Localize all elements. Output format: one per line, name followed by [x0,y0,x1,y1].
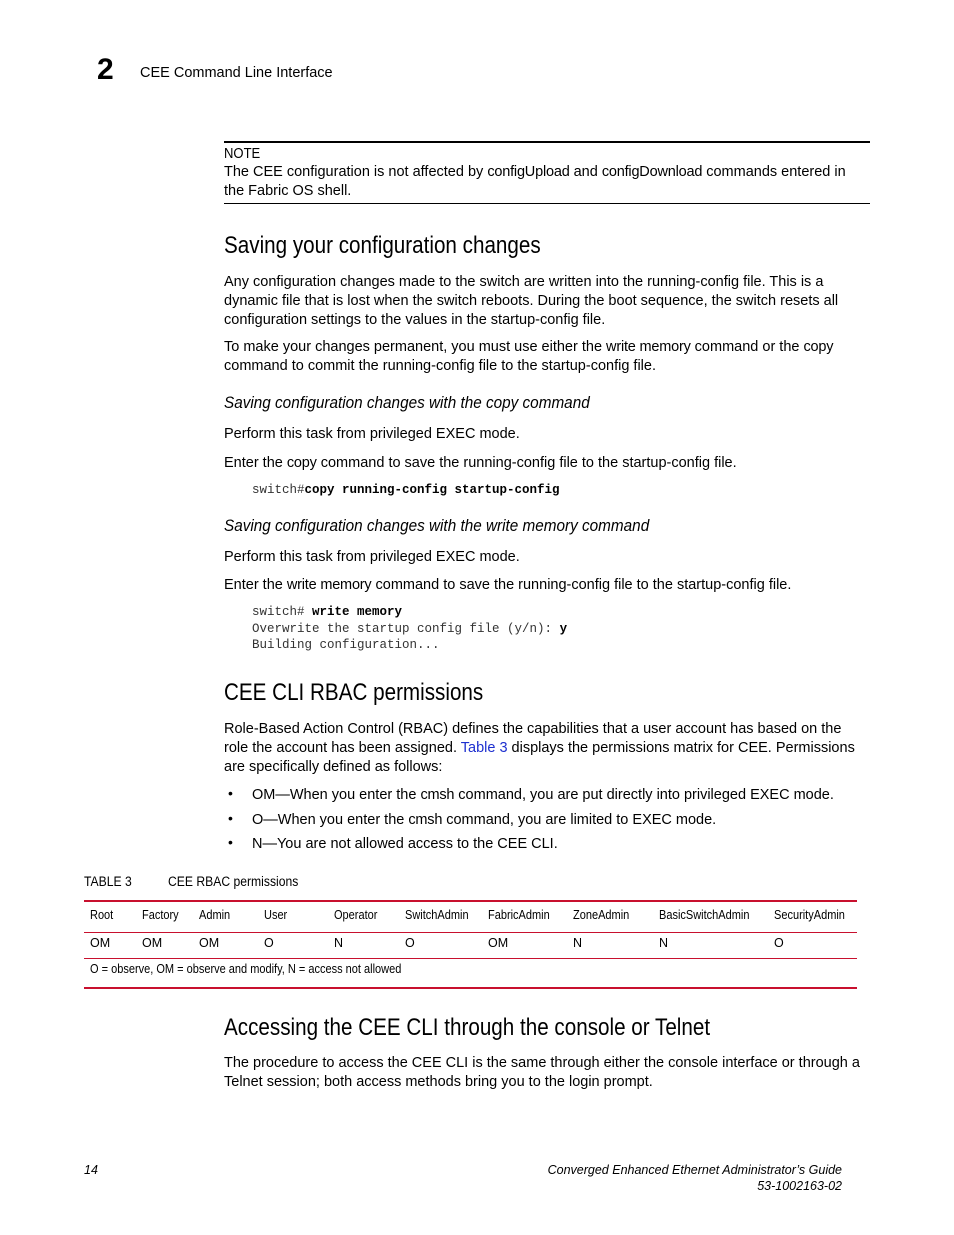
chapter-number: 2 [97,53,114,86]
bullet-item-om [252,786,834,805]
note-text-part: The CEE configuration is not affected by [224,164,488,180]
section-heading-rbac: CEE CLI RBAC permissions [224,679,484,706]
inline-command: copy [803,339,834,355]
code-block-copy [252,482,560,499]
table-header-cell: SwitchAdmin [405,908,469,922]
section-heading-console: Accessing the CEE CLI through the console or Telnet [224,1014,711,1041]
table-header-cell: Admin [199,908,231,922]
write-memory-paragraph-1: Perform this task from privileged EXEC mode. [224,549,520,565]
page-number: 14 [84,1163,98,1177]
text-part: O—When you enter the [252,812,409,828]
note-command: configUpload [487,164,570,180]
inline-command: copy [286,455,317,471]
subheading-write-memory: Saving configuration changes with the write memory command [224,516,650,535]
table-cell: O [264,936,274,950]
table-cell: OM [199,936,220,950]
table-header-cell: Factory [142,908,179,922]
code-prompt: switch# [252,483,305,497]
footer-info [548,1162,842,1194]
note-text [224,163,864,201]
table-header-cell: User [264,908,288,922]
code-answer: y [559,621,568,636]
rbac-table [84,900,857,989]
table-header-cell: BasicSwitchAdmin [659,908,750,922]
console-paragraph: The procedure to access the CEE CLI is the same through either the console interface or through a Telnet session; both access methods bring you to the login prompt. [224,1055,860,1090]
write-memory-paragraph-2 [224,576,864,595]
bullet-item-n: N—You are not allowed access to the CEE CLI. [252,836,558,852]
saving-paragraph-1: Any configuration changes made to the switch are written into the running-config file. This is a dynamic file that is lost when the switch reboots. During the boot sequence, the switch resets all configuration settings to the values in the startup-config file. [224,274,839,328]
note-command: configDownload [601,164,703,180]
subheading-copy: Saving configuration changes with the copy command [224,393,590,412]
inline-command: write memory [286,577,372,593]
table-footnote-row [84,959,857,987]
note-text-part: commands entered in the Fabric OS shell. [224,164,846,199]
bullet-icon: • [228,810,233,826]
section-heading-saving: Saving your configuration changes [224,232,541,259]
table-cell: OM [90,936,111,950]
text-part: Role-Based Action Control (RBAC) defines the capabilities that a user account has based on the role the account has been assigned. [224,721,842,756]
table-header-cell: ZoneAdmin [573,908,630,922]
table-cell: O [774,936,784,950]
table-footnote: O = observe, OM = observe and modify, N = access not allowed [90,962,402,976]
code-command: write memory [312,605,403,619]
text-part: Enter the [224,455,287,471]
table-cell: N [334,936,344,950]
text-part: command to save the running-config file to the startup-config file. [316,455,737,471]
table-header-cell: Operator [334,908,378,922]
inline-command: cmsh [420,787,455,803]
text-part: Enter the [224,577,287,593]
inline-command: write memory [606,339,691,355]
table-cell: OM [142,936,163,950]
text-part: displays the permissions matrix for CEE. Permissions are specifically defined as follows: [224,740,855,775]
saving-paragraph-2 [224,338,864,376]
bullet-icon: • [228,785,233,801]
text-part: command to commit the running-config file to the startup-config file. [224,358,656,374]
code-line [252,604,567,621]
text-part: command, you are limited to EXEC mode. [442,812,717,828]
table-header-cell: SecurityAdmin [774,908,845,922]
inline-command: cmsh [408,812,443,828]
table-cell: N [573,936,583,950]
text-part: OM—When you enter the [252,787,421,803]
note-label: NOTE [224,146,261,162]
table-3-link[interactable]: Table 3 [460,740,508,756]
code-line: Building configuration... [252,638,440,652]
doc-number: 53-1002163-02 [757,1179,842,1193]
code-block-write-memory [252,604,567,654]
chapter-title: CEE Command Line Interface [140,65,333,81]
code-output: Overwrite the startup config file (y/n): [252,621,560,636]
code-line [252,621,567,638]
copy-paragraph-1: Perform this task from privileged EXEC mode. [224,426,520,442]
bullet-icon: • [228,834,233,850]
table-header-cell: Root [90,908,114,922]
note-box [224,141,870,204]
code-prompt: switch# [252,605,313,619]
table-header-row [84,902,857,933]
note-text-part: and [569,164,602,180]
text-part: To make your changes permanent, you must use either the [224,339,607,355]
text-part: command to save the running-config file to the startup-config file. [371,577,792,593]
table-row [84,933,857,959]
copy-paragraph-2 [224,454,864,473]
text-part: command, you are put directly into privileged EXEC mode. [454,787,834,803]
table-cell: O [405,936,415,950]
table-header-cell: FabricAdmin [488,908,550,922]
text-part: command or the [690,339,804,355]
bullet-item-o [252,811,716,830]
book-title: Converged Enhanced Ethernet Administrator’s Guide [547,1163,842,1177]
code-command: copy running-config startup-config [304,483,560,497]
rbac-paragraph [224,720,869,777]
table-cell: OM [488,936,509,950]
table-label: TABLE 3 [84,874,132,889]
table-cell: N [659,936,669,950]
table-caption: CEE RBAC permissions [168,874,299,889]
